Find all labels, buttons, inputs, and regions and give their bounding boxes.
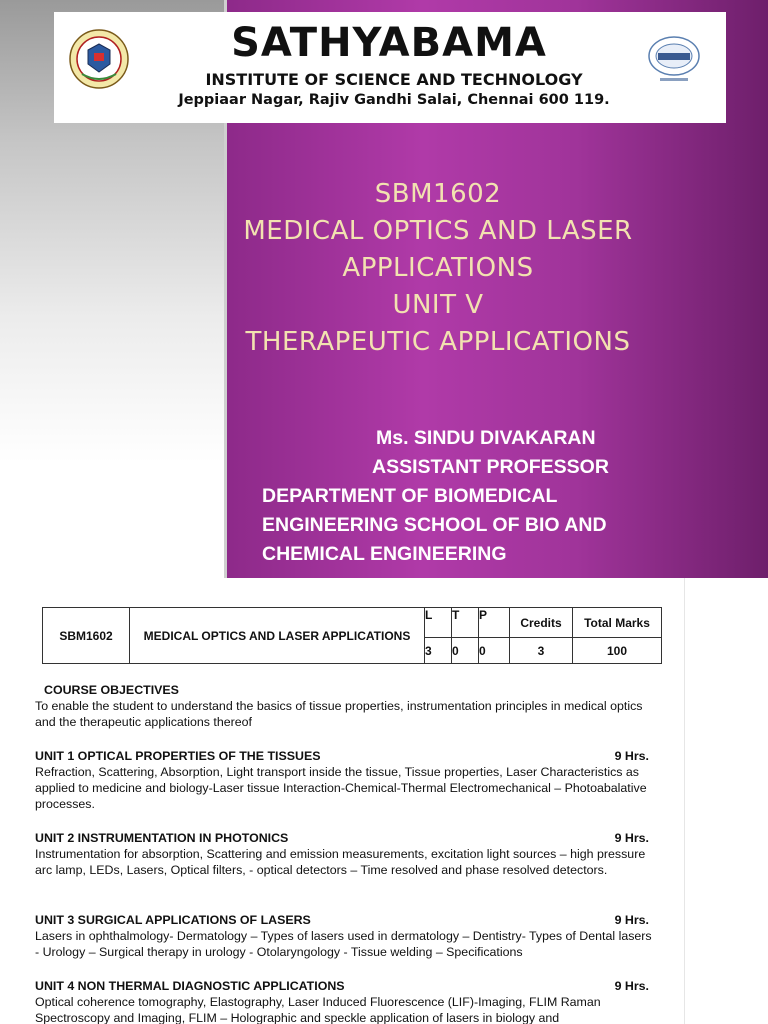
unit-title: UNIT 1 OPTICAL PROPERTIES OF THE TISSUES <box>35 749 321 763</box>
author-department-line: CHEMICAL ENGINEERING <box>262 543 507 565</box>
header-total-marks: Total Marks <box>573 608 662 638</box>
author-designation: ASSISTANT PROFESSOR <box>372 456 609 478</box>
header-credits: Credits <box>510 608 573 638</box>
syllabus-slide <box>0 578 684 1024</box>
unit-section <box>35 912 655 960</box>
institute-crest-icon <box>68 28 130 90</box>
unit-title: UNIT 3 SURGICAL APPLICATIONS OF LASERS <box>35 913 311 927</box>
brand-name: SATHYABAMA <box>231 20 547 66</box>
header-l: L <box>425 608 452 638</box>
presentation-title <box>228 176 648 361</box>
value-p: 0 <box>479 638 510 664</box>
author-department-line: DEPARTMENT OF BIOMEDICAL <box>262 485 558 507</box>
institute-address: Jeppiaar Nagar, Rajiv Gandhi Salai, Chennai 600 119. <box>178 92 610 108</box>
objectives-text: To enable the student to understand the basics of tissue properties, instrumentation principles in medical optics and the therapeutic applications thereof <box>35 699 643 729</box>
course-objectives <box>35 682 655 730</box>
author-department-line: ENGINEERING SCHOOL OF BIO AND <box>262 514 607 536</box>
unit-text: Refraction, Scattering, Absorption, Light transport inside the tissue, Tissue properties, Laser Characteristics as applied to medicine and biology-Laser tissue Interaction-Chemical-Thermal Electromechanical – Photoabalative processes. <box>35 765 647 811</box>
unit-text: Instrumentation for absorption, Scattering and emission measurements, excitation light sources – high pressure arc lamp, LEDs, Lasers, Optical filters, - optical detectors – Time resolved and phase resolved detectors. <box>35 847 646 877</box>
unit-text: Optical coherence tomography, Elastography, Laser Induced Fluorescence (LIF)-Imaging, FLIM Raman Spectroscopy and Imaging, FLIM – Holographic and speckle application of lasers in biology and <box>35 995 601 1024</box>
value-l: 3 <box>425 638 452 664</box>
title-line: APPLICATIONS <box>342 253 534 283</box>
objectives-heading: COURSE OBJECTIVES <box>44 683 179 697</box>
title-line: THERAPEUTIC APPLICATIONS <box>245 327 631 357</box>
unit-text: Lasers in ophthalmology- Dermatology – Types of lasers used in dermatology – Dentistry- Types of Dental lasers - Urology – Surgical therapy in urology - Otolaryngology - Tissue welding – Specifications <box>35 929 652 959</box>
institute-name: INSTITUTE OF SCIENCE AND TECHNOLOGY <box>205 70 583 89</box>
author-block <box>262 424 752 569</box>
unit-hours: 9 Hrs. <box>614 749 649 763</box>
course-name: MEDICAL OPTICS AND LASER APPLICATIONS <box>130 608 425 664</box>
unit-title: UNIT 4 NON THERMAL DIAGNOSTIC APPLICATIONS <box>35 979 345 993</box>
course-code: SBM1602 <box>43 608 130 664</box>
unit-section <box>35 978 655 1024</box>
unit-section <box>35 748 655 812</box>
header-p: P <box>479 608 510 638</box>
title-line: UNIT V <box>392 290 484 320</box>
author-name: Ms. SINDU DIVAKARAN <box>376 427 596 449</box>
title-line: MEDICAL OPTICS AND LASER <box>243 216 633 246</box>
header-t: T <box>452 608 479 638</box>
institution-header <box>54 12 726 123</box>
unit-title: UNIT 2 INSTRUMENTATION IN PHOTONICS <box>35 831 289 845</box>
title-line: SBM1602 <box>374 179 502 209</box>
value-credits: 3 <box>510 638 573 664</box>
certification-seal-icon <box>644 30 704 90</box>
value-total-marks: 100 <box>573 638 662 664</box>
course-table <box>42 607 662 664</box>
unit-hours: 9 Hrs. <box>614 913 649 927</box>
value-t: 0 <box>452 638 479 664</box>
unit-section <box>35 830 655 878</box>
unit-hours: 9 Hrs. <box>614 831 649 845</box>
right-margin <box>684 578 768 1024</box>
unit-hours: 9 Hrs. <box>614 979 649 993</box>
